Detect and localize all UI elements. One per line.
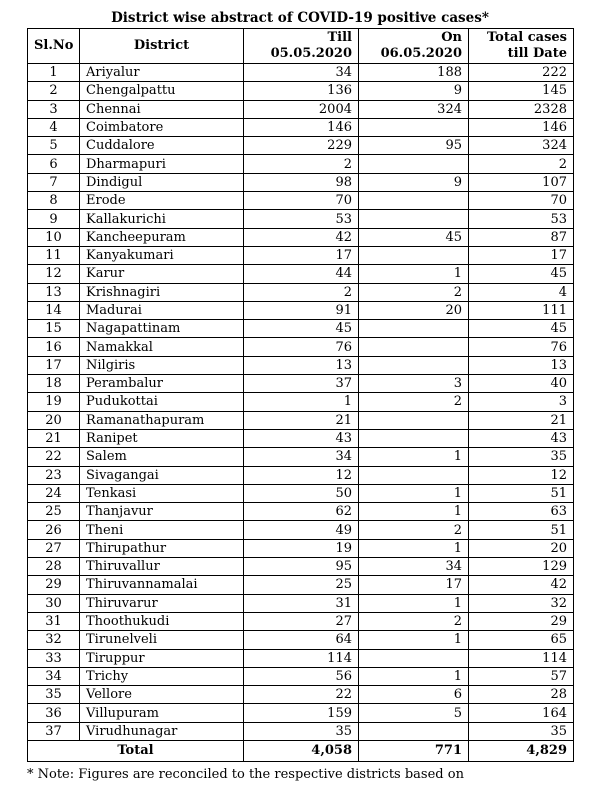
- table-row: [28, 82, 574, 100]
- cell-district: Dindigul: [80, 173, 244, 191]
- table-row: [28, 466, 574, 484]
- cell-on: 2: [359, 521, 469, 539]
- cell-slno: 7: [28, 173, 80, 191]
- header-till: [244, 29, 359, 64]
- cell-till: 91: [244, 301, 359, 319]
- total-on: 771: [359, 740, 469, 761]
- cell-total: 45: [469, 265, 574, 283]
- cell-district: Tirunelveli: [80, 631, 244, 649]
- table-row: [28, 539, 574, 557]
- cell-till: 31: [244, 594, 359, 612]
- cell-slno: 23: [28, 466, 80, 484]
- cell-total: 76: [469, 338, 574, 356]
- cell-total: 114: [469, 649, 574, 667]
- table-row: [28, 320, 574, 338]
- cell-district: Namakkal: [80, 338, 244, 356]
- header-total-line1: Total cases: [487, 30, 567, 45]
- cell-total: 42: [469, 576, 574, 594]
- table-row: [28, 521, 574, 539]
- cell-district: Kanyakumari: [80, 246, 244, 264]
- cell-total: 45: [469, 320, 574, 338]
- cell-on: 1: [359, 484, 469, 502]
- cell-till: 17: [244, 246, 359, 264]
- cell-slno: 29: [28, 576, 80, 594]
- cell-district: Thiruvallur: [80, 558, 244, 576]
- cell-district: Kallakurichi: [80, 210, 244, 228]
- cell-district: Villupuram: [80, 704, 244, 722]
- cell-slno: 28: [28, 558, 80, 576]
- cell-slno: 36: [28, 704, 80, 722]
- table-row: [28, 375, 574, 393]
- cell-slno: 25: [28, 503, 80, 521]
- table-row: [28, 356, 574, 374]
- table-row: [28, 484, 574, 502]
- header-total-line2: till Date: [507, 46, 567, 61]
- cell-on: 2: [359, 612, 469, 630]
- total-row: [28, 740, 574, 761]
- cell-till: 159: [244, 704, 359, 722]
- cell-slno: 16: [28, 338, 80, 356]
- cell-till: 50: [244, 484, 359, 502]
- cell-total: 146: [469, 118, 574, 136]
- cell-till: 35: [244, 722, 359, 740]
- cell-till: 44: [244, 265, 359, 283]
- cell-total: 51: [469, 484, 574, 502]
- table-row: [28, 393, 574, 411]
- cell-till: 64: [244, 631, 359, 649]
- cell-total: 13: [469, 356, 574, 374]
- table-row: [28, 283, 574, 301]
- cell-slno: 2: [28, 82, 80, 100]
- table-row: [28, 100, 574, 118]
- header-on-line2: 06.05.2020: [380, 46, 462, 61]
- cell-district: Thanjavur: [80, 503, 244, 521]
- table-row: [28, 722, 574, 740]
- table-row: [28, 118, 574, 136]
- cell-till: 42: [244, 228, 359, 246]
- cell-district: Chennai: [80, 100, 244, 118]
- covid-district-table: [27, 28, 574, 762]
- cell-on: [359, 429, 469, 447]
- header-total: [469, 29, 574, 64]
- cell-slno: 17: [28, 356, 80, 374]
- cell-slno: 34: [28, 667, 80, 685]
- table-row: [28, 210, 574, 228]
- table-row: [28, 448, 574, 466]
- cell-on: 1: [359, 594, 469, 612]
- cell-district: Tenkasi: [80, 484, 244, 502]
- cell-slno: 31: [28, 612, 80, 630]
- cell-district: Nagapattinam: [80, 320, 244, 338]
- cell-till: 37: [244, 375, 359, 393]
- cell-district: Theni: [80, 521, 244, 539]
- cell-till: 19: [244, 539, 359, 557]
- cell-district: Thoothukudi: [80, 612, 244, 630]
- cell-slno: 30: [28, 594, 80, 612]
- cell-slno: 6: [28, 155, 80, 173]
- cell-on: [359, 210, 469, 228]
- cell-total: 87: [469, 228, 574, 246]
- cell-district: Ariyalur: [80, 64, 244, 82]
- table-row: [28, 649, 574, 667]
- cell-slno: 13: [28, 283, 80, 301]
- cell-district: Thiruvarur: [80, 594, 244, 612]
- table-row: [28, 704, 574, 722]
- cell-slno: 21: [28, 429, 80, 447]
- cell-district: Virudhunagar: [80, 722, 244, 740]
- cell-slno: 5: [28, 137, 80, 155]
- cell-slno: 8: [28, 192, 80, 210]
- cell-slno: 4: [28, 118, 80, 136]
- cell-on: [359, 356, 469, 374]
- cell-till: 114: [244, 649, 359, 667]
- cell-total: 32: [469, 594, 574, 612]
- cell-total: 29: [469, 612, 574, 630]
- cell-total: 28: [469, 686, 574, 704]
- cell-district: Cuddalore: [80, 137, 244, 155]
- cell-on: 6: [359, 686, 469, 704]
- cell-total: 145: [469, 82, 574, 100]
- cell-district: Kancheepuram: [80, 228, 244, 246]
- cell-total: 129: [469, 558, 574, 576]
- cell-on: [359, 411, 469, 429]
- cell-till: 2: [244, 283, 359, 301]
- cell-till: 98: [244, 173, 359, 191]
- cell-slno: 10: [28, 228, 80, 246]
- table-row: [28, 576, 574, 594]
- cell-till: 22: [244, 686, 359, 704]
- cell-district: Trichy: [80, 667, 244, 685]
- cell-district: Nilgiris: [80, 356, 244, 374]
- cell-till: 53: [244, 210, 359, 228]
- cell-on: 2: [359, 393, 469, 411]
- header-on: [359, 29, 469, 64]
- cell-total: 53: [469, 210, 574, 228]
- cell-on: [359, 466, 469, 484]
- total-label: Total: [28, 740, 244, 761]
- table-row: [28, 612, 574, 630]
- cell-slno: 14: [28, 301, 80, 319]
- cell-till: 43: [244, 429, 359, 447]
- cell-total: 4: [469, 283, 574, 301]
- cell-district: Ranipet: [80, 429, 244, 447]
- cell-district: Karur: [80, 265, 244, 283]
- cell-slno: 12: [28, 265, 80, 283]
- cell-total: 57: [469, 667, 574, 685]
- cell-on: [359, 246, 469, 264]
- cell-district: Chengalpattu: [80, 82, 244, 100]
- cell-district: Krishnagiri: [80, 283, 244, 301]
- table-row: [28, 155, 574, 173]
- cell-total: 20: [469, 539, 574, 557]
- cell-district: Sivagangai: [80, 466, 244, 484]
- cell-total: 107: [469, 173, 574, 191]
- cell-till: 25: [244, 576, 359, 594]
- cell-till: 12: [244, 466, 359, 484]
- cell-total: 111: [469, 301, 574, 319]
- cell-till: 13: [244, 356, 359, 374]
- cell-total: 12: [469, 466, 574, 484]
- table-row: [28, 338, 574, 356]
- cell-till: 62: [244, 503, 359, 521]
- cell-district: Salem: [80, 448, 244, 466]
- cell-slno: 19: [28, 393, 80, 411]
- cell-total: 21: [469, 411, 574, 429]
- cell-on: 1: [359, 631, 469, 649]
- cell-till: 27: [244, 612, 359, 630]
- table-row: [28, 246, 574, 264]
- cell-on: 20: [359, 301, 469, 319]
- cell-district: Thiruvannamalai: [80, 576, 244, 594]
- cell-on: 95: [359, 137, 469, 155]
- cell-total: 70: [469, 192, 574, 210]
- cell-on: 1: [359, 503, 469, 521]
- cell-slno: 11: [28, 246, 80, 264]
- cell-slno: 9: [28, 210, 80, 228]
- cell-slno: 18: [28, 375, 80, 393]
- cell-district: Perambalur: [80, 375, 244, 393]
- header-slno: Sl.No: [28, 29, 80, 64]
- cell-district: Pudukottai: [80, 393, 244, 411]
- cell-total: 324: [469, 137, 574, 155]
- cell-till: 45: [244, 320, 359, 338]
- cell-slno: 32: [28, 631, 80, 649]
- table-row: [28, 411, 574, 429]
- table-row: [28, 228, 574, 246]
- cell-total: 164: [469, 704, 574, 722]
- cell-on: [359, 722, 469, 740]
- cell-till: 136: [244, 82, 359, 100]
- cell-slno: 27: [28, 539, 80, 557]
- cell-total: 65: [469, 631, 574, 649]
- table-row: [28, 265, 574, 283]
- table-row: [28, 667, 574, 685]
- cell-total: 43: [469, 429, 574, 447]
- cell-total: 2328: [469, 100, 574, 118]
- table-row: [28, 192, 574, 210]
- table-title: District wise abstract of COVID-19 positive cases*: [111, 10, 489, 26]
- cell-on: [359, 118, 469, 136]
- cell-on: 5: [359, 704, 469, 722]
- cell-on: [359, 320, 469, 338]
- table-header-row: [28, 29, 574, 64]
- cell-on: 1: [359, 448, 469, 466]
- header-till-line1: Till: [327, 30, 352, 45]
- table-row: [28, 631, 574, 649]
- cell-slno: 33: [28, 649, 80, 667]
- cell-total: 17: [469, 246, 574, 264]
- table-row: [28, 594, 574, 612]
- cell-on: [359, 649, 469, 667]
- cell-slno: 1: [28, 64, 80, 82]
- cell-till: 1: [244, 393, 359, 411]
- table-row: [28, 301, 574, 319]
- cell-on: 9: [359, 82, 469, 100]
- table-row: [28, 686, 574, 704]
- cell-district: Vellore: [80, 686, 244, 704]
- cell-total: 3: [469, 393, 574, 411]
- cell-total: 222: [469, 64, 574, 82]
- cell-till: 34: [244, 448, 359, 466]
- table-row: [28, 429, 574, 447]
- cell-till: 95: [244, 558, 359, 576]
- cell-till: 70: [244, 192, 359, 210]
- table-row: [28, 64, 574, 82]
- footnote: * Note: Figures are reconciled to the respective districts based on: [27, 766, 464, 782]
- cell-till: 229: [244, 137, 359, 155]
- cell-on: 188: [359, 64, 469, 82]
- cell-till: 34: [244, 64, 359, 82]
- cell-district: Ramanathapuram: [80, 411, 244, 429]
- table-row: [28, 503, 574, 521]
- cell-total: 40: [469, 375, 574, 393]
- cell-slno: 15: [28, 320, 80, 338]
- cell-slno: 35: [28, 686, 80, 704]
- cell-slno: 37: [28, 722, 80, 740]
- cell-on: 17: [359, 576, 469, 594]
- cell-district: Erode: [80, 192, 244, 210]
- cell-total: 2: [469, 155, 574, 173]
- cell-till: 146: [244, 118, 359, 136]
- cell-on: 324: [359, 100, 469, 118]
- cell-on: 1: [359, 265, 469, 283]
- cell-till: 2004: [244, 100, 359, 118]
- cell-total: 35: [469, 722, 574, 740]
- cell-slno: 3: [28, 100, 80, 118]
- cell-till: 56: [244, 667, 359, 685]
- cell-slno: 20: [28, 411, 80, 429]
- table-row: [28, 173, 574, 191]
- cell-on: 2: [359, 283, 469, 301]
- cell-on: [359, 338, 469, 356]
- header-district: District: [80, 29, 244, 64]
- cell-till: 76: [244, 338, 359, 356]
- table-row: [28, 137, 574, 155]
- cell-on: 45: [359, 228, 469, 246]
- cell-on: 34: [359, 558, 469, 576]
- cell-till: 49: [244, 521, 359, 539]
- cell-till: 21: [244, 411, 359, 429]
- cell-on: 3: [359, 375, 469, 393]
- cell-total: 35: [469, 448, 574, 466]
- header-on-line1: On: [441, 30, 462, 45]
- total-till: 4,058: [244, 740, 359, 761]
- cell-slno: 24: [28, 484, 80, 502]
- cell-district: Coimbatore: [80, 118, 244, 136]
- cell-total: 51: [469, 521, 574, 539]
- cell-slno: 26: [28, 521, 80, 539]
- table-row: [28, 558, 574, 576]
- cell-district: Dharmapuri: [80, 155, 244, 173]
- table-body: [28, 64, 574, 741]
- cell-on: [359, 155, 469, 173]
- cell-on: 9: [359, 173, 469, 191]
- cell-on: 1: [359, 539, 469, 557]
- cell-till: 2: [244, 155, 359, 173]
- cell-on: 1: [359, 667, 469, 685]
- header-till-line2: 05.05.2020: [270, 46, 352, 61]
- cell-on: [359, 192, 469, 210]
- cell-district: Tiruppur: [80, 649, 244, 667]
- total-total: 4,829: [469, 740, 574, 761]
- cell-district: Madurai: [80, 301, 244, 319]
- cell-total: 63: [469, 503, 574, 521]
- cell-slno: 22: [28, 448, 80, 466]
- cell-district: Thirupathur: [80, 539, 244, 557]
